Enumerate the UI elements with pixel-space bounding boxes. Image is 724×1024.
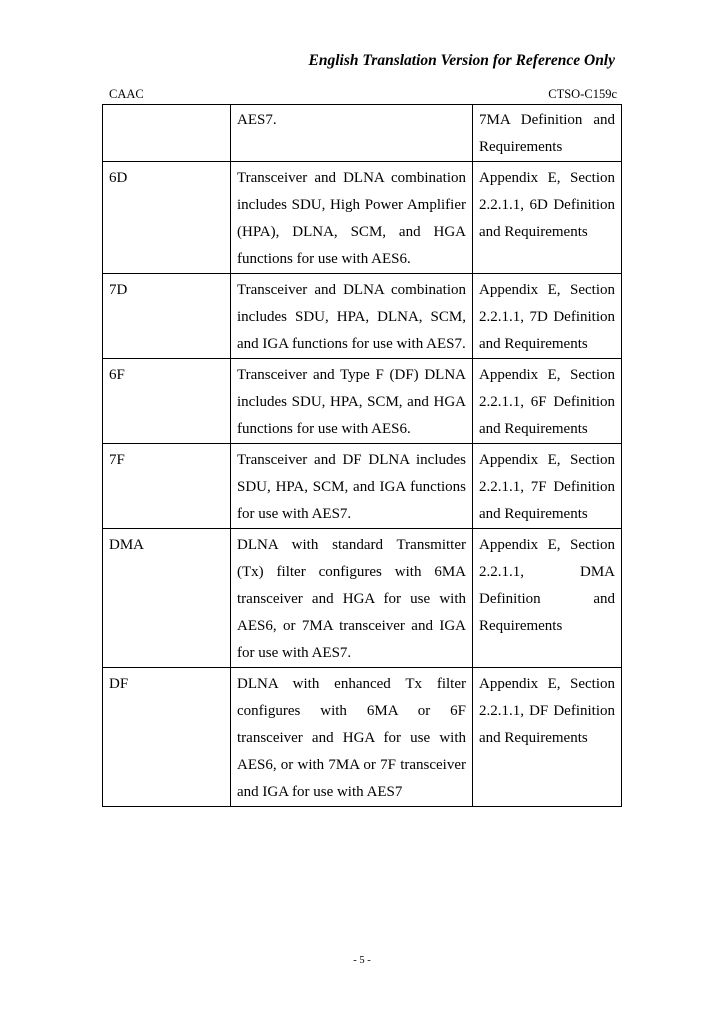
- table-row: [103, 104, 622, 162]
- reference-cell: 7MA Definition and Requirements: [473, 104, 622, 162]
- table-row: [103, 162, 622, 274]
- table-row: [103, 529, 622, 668]
- reference-cell: Appendix E, Section 2.2.1.1, 7F Definition and Requirements: [473, 444, 622, 529]
- header-authority: CAAC: [109, 87, 144, 101]
- equipment-class-table: [102, 104, 622, 807]
- reference-cell: Appendix E, Section 2.2.1.1, 7D Definition and Requirements: [473, 274, 622, 359]
- version-cell: DMA: [103, 529, 231, 668]
- description-cell: DLNA with standard Transmitter (Tx) filter configures with 6MA transceiver and HGA for use with AES6, or 7MA transceiver and IGA for use with AES7.: [231, 529, 473, 668]
- running-header: [109, 87, 617, 102]
- description-cell: Transceiver and DF DLNA includes SDU, HPA, SCM, and IGA functions for use with AES7.: [231, 444, 473, 529]
- version-cell: 7D: [103, 274, 231, 359]
- table-row: [103, 444, 622, 529]
- description-cell: Transceiver and Type F (DF) DLNA includes SDU, HPA, SCM, and HGA functions for use with AES6.: [231, 359, 473, 444]
- translation-banner: English Translation Version for Reference Only: [308, 52, 615, 69]
- reference-cell: Appendix E, Section 2.2.1.1, 6D Definition and Requirements: [473, 162, 622, 274]
- header-document-id: CTSO-C159c: [548, 87, 617, 101]
- description-cell: DLNA with enhanced Tx filter configures with 6MA or 6F transceiver and HGA for use with AES6, or with 7MA or 7F transceiver and IGA for use with AES7: [231, 668, 473, 807]
- table-row: [103, 668, 622, 807]
- reference-cell: Appendix E, Section 2.2.1.1, DMA Definition and Requirements: [473, 529, 622, 668]
- version-cell: 6F: [103, 359, 231, 444]
- description-cell: AES7.: [231, 104, 473, 162]
- description-cell: Transceiver and DLNA combination includes SDU, HPA, DLNA, SCM, and IGA functions for use with AES7.: [231, 274, 473, 359]
- table-row: [103, 359, 622, 444]
- version-cell: 6D: [103, 162, 231, 274]
- reference-cell: Appendix E, Section 2.2.1.1, 6F Definition and Requirements: [473, 359, 622, 444]
- reference-cell: Appendix E, Section 2.2.1.1, DF Definition and Requirements: [473, 668, 622, 807]
- version-cell: [103, 104, 231, 162]
- version-cell: DF: [103, 668, 231, 807]
- page-number: - 5 -: [353, 955, 371, 966]
- table-row: [103, 274, 622, 359]
- version-cell: 7F: [103, 444, 231, 529]
- description-cell: Transceiver and DLNA combination includes SDU, High Power Amplifier (HPA), DLNA, SCM, and HGA functions for use with AES6.: [231, 162, 473, 274]
